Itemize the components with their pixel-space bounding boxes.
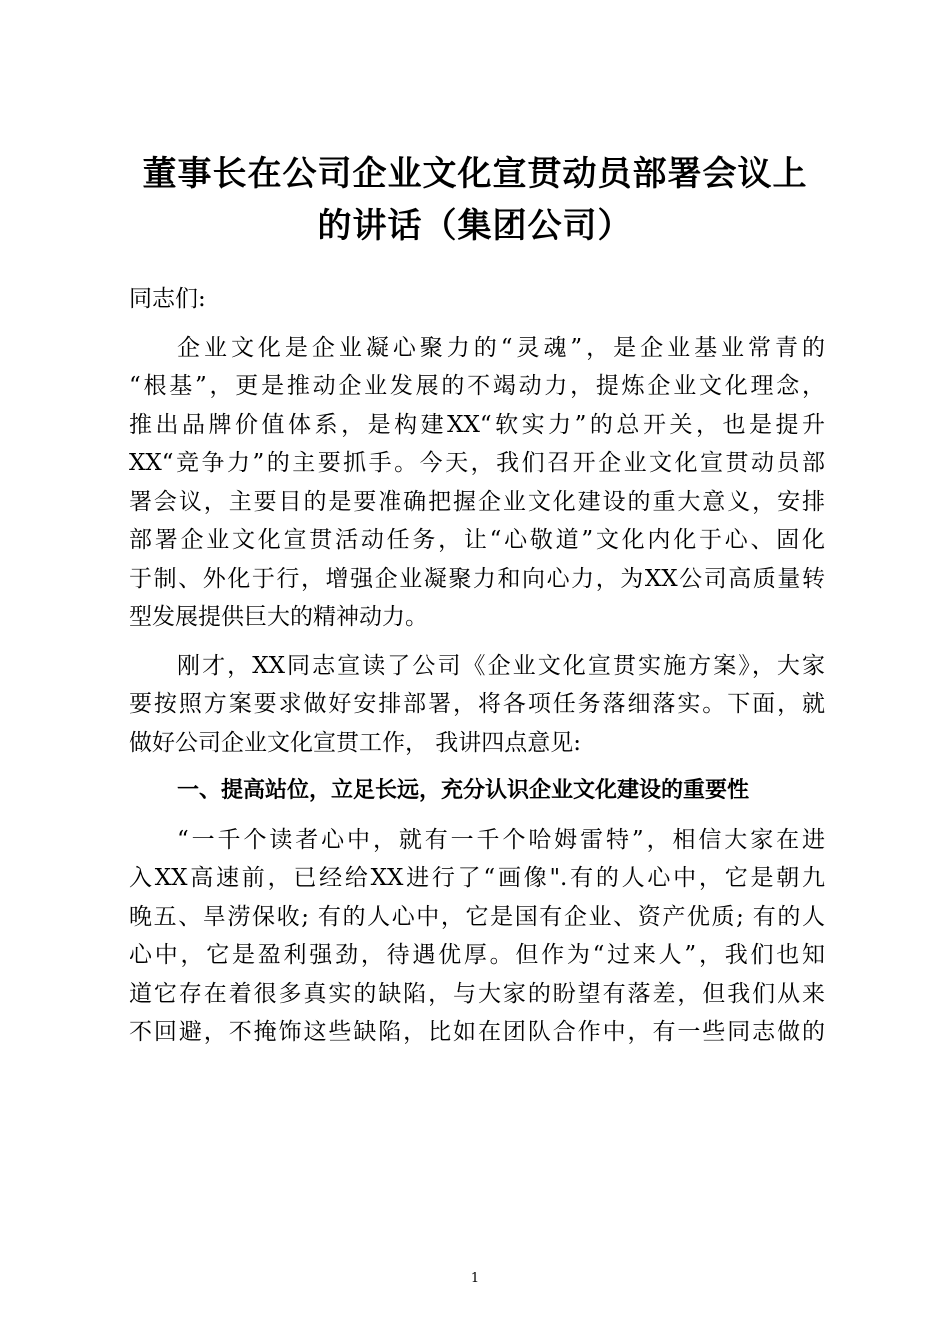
paragraph-line: 道它存在着很多真实的缺陷，与大家的盼望有落差，但我们从来 <box>129 980 825 1007</box>
paragraph-line: 做好公司企业文化宣贯工作， 我讲四点意见: <box>129 729 582 756</box>
paragraph-line: 刚才，XX同志宣读了公司《企业文化宣贯实施方案》，大家 <box>177 652 825 679</box>
title-line-2: 的讲话（集团公司） <box>317 206 633 246</box>
section-heading: 一、提高站位，立足长远，充分认识企业文化建设的重要性 <box>177 778 750 803</box>
document-title <box>120 148 830 252</box>
paragraph-1 <box>129 329 825 637</box>
paragraph-line: 晚五、旱涝保收; 有的人心中，它是国有企业、资产优质; 有的人 <box>129 903 825 930</box>
paragraph-line: 于制、外化于行，增强企业凝聚力和向心力，为XX公司高质量转 <box>129 565 825 592</box>
paragraph-line: 入XX高速前，已经给XX进行了“画像".有的人心中，它是朝九 <box>129 865 825 891</box>
paragraph-line: 署会议，主要目的是要准确把握企业文化建设的重大意义，安排 <box>129 488 825 515</box>
paragraph-line: 要按照方案要求做好安排部署，将各项任务落细落实。下面，就 <box>129 691 825 717</box>
salutation: 同志们: <box>129 286 206 312</box>
paragraph-line: 企业文化是企业凝心聚力的“灵魂”，是企业基业常青的 <box>177 334 825 361</box>
paragraph-line: XX“竞争力”的主要抓手。今天，我们召开企业文化宣贯动员部 <box>129 450 825 476</box>
paragraph-line: 不回避，不掩饰这些缺陷，比如在团队合作中，有一些同志做的 <box>129 1019 825 1045</box>
paragraph-line: “一千个读者心中，就有一千个哈姆雷特”，相信大家在进 <box>177 826 825 853</box>
paragraph-line: “根基”，更是推动企业发展的不竭动力，提炼企业文化理念， <box>129 373 825 399</box>
paragraph-3 <box>129 821 825 1052</box>
page-number: 1 <box>470 1271 480 1286</box>
paragraph-line: 推出品牌价值体系，是构建XX“软实力”的总开关，也是提升 <box>129 411 825 438</box>
paragraph-line: 心中，它是盈利强劲，待遇优厚。但作为“过来人”，我们也知 <box>129 942 825 968</box>
title-line-1: 董事长在公司企业文化宣贯动员部署会议上 <box>142 154 808 194</box>
paragraph-2 <box>129 647 825 763</box>
paragraph-line: 部署企业文化宣贯活动任务，让“心敬道”文化内化于心、固化 <box>129 527 825 553</box>
paragraph-line: 型发展提供巨大的精神动力。 <box>129 604 428 630</box>
document-body <box>129 280 825 1052</box>
